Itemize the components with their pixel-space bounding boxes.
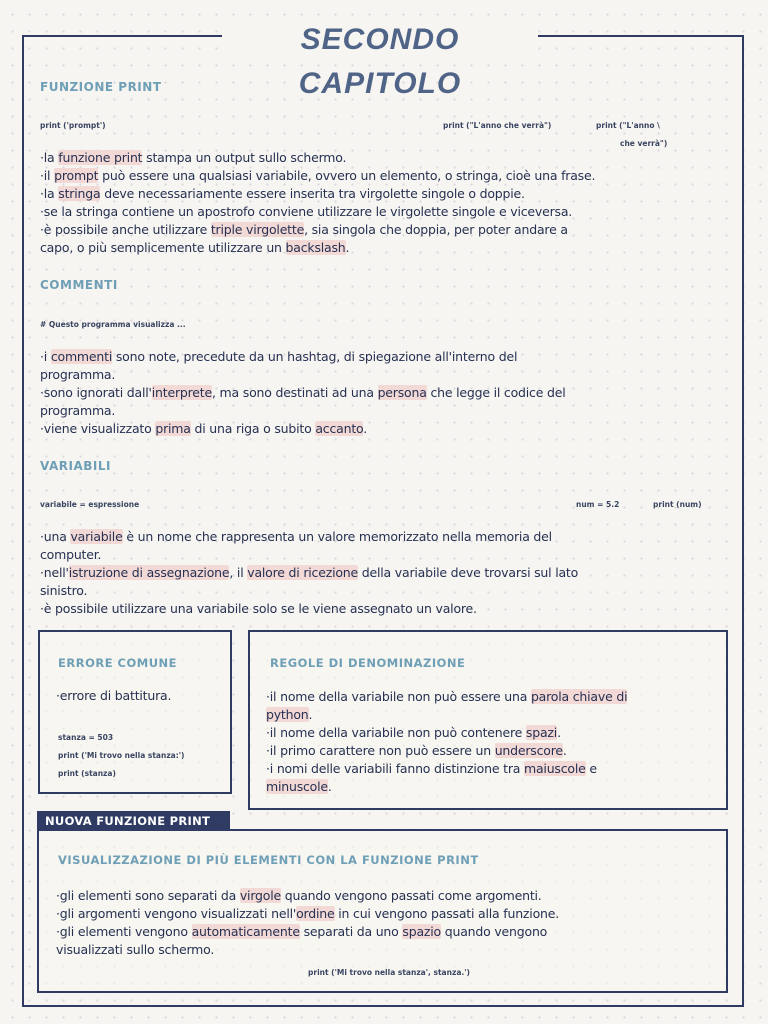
note-text: . bbox=[327, 779, 332, 794]
note-line bbox=[266, 688, 627, 706]
note-text: ·gli elementi vengono bbox=[56, 924, 192, 939]
code-print-string: print ("L'anno che verrà") bbox=[443, 121, 552, 130]
note-text: quando vengono bbox=[440, 924, 548, 939]
highlighted-term: triple virgolette bbox=[210, 222, 305, 237]
new-print-code: print ('Mi trovo nella stanza', stanza.') bbox=[308, 968, 470, 977]
highlighted-term: stringa bbox=[58, 186, 101, 201]
note-text: ·il nome della variabile non può essere una bbox=[266, 689, 531, 704]
note-text: ·il nome della variabile non può contenere bbox=[266, 725, 526, 740]
highlighted-term: parola chiave di bbox=[530, 689, 628, 704]
highlighted-term: automaticamente bbox=[191, 924, 300, 939]
highlighted-term: spazio bbox=[402, 924, 441, 939]
note-line bbox=[40, 420, 367, 438]
note-line bbox=[266, 724, 561, 742]
note-text: ·è possibile utilizzare una variabile solo se le viene assegnato un valore. bbox=[40, 601, 477, 616]
note-text: ·gli elementi sono separati da bbox=[56, 888, 240, 903]
code-print-prompt: print ('prompt') bbox=[40, 121, 106, 130]
section-heading-variables: VARIABILI bbox=[40, 459, 111, 473]
note-text: ·i nomi delle variabili fanno distinzione tra bbox=[266, 761, 524, 776]
note-line bbox=[56, 923, 547, 941]
note-text: ·gli argomenti vengono visualizzati nell' bbox=[56, 906, 297, 921]
highlighted-term: virgole bbox=[239, 888, 281, 903]
note-line bbox=[56, 887, 542, 905]
note-line bbox=[40, 239, 349, 257]
note-text: . bbox=[363, 421, 368, 436]
note-text: programma. bbox=[40, 403, 116, 418]
note-line bbox=[40, 149, 346, 167]
new-print-heading: VISUALIZZAZIONE DI PIÙ ELEMENTI CON LA FUNZIONE PRINT bbox=[58, 853, 479, 867]
note-text: è un nome che rappresenta un valore memorizzato nella memoria del bbox=[122, 529, 552, 544]
highlighted-term: underscore bbox=[494, 743, 563, 758]
note-text: quando vengono passati come argomenti. bbox=[280, 888, 542, 903]
note-line bbox=[266, 742, 567, 760]
note-line bbox=[56, 941, 214, 959]
note-text: visualizzati sullo schermo. bbox=[56, 942, 215, 957]
highlighted-term: interprete bbox=[151, 385, 212, 400]
note-text: , ma sono destinati ad una bbox=[212, 385, 378, 400]
note-text: . bbox=[345, 240, 350, 255]
note-line bbox=[40, 167, 595, 185]
note-text: programma. bbox=[40, 367, 116, 382]
note-line bbox=[40, 384, 565, 402]
highlighted-term: funzione print bbox=[58, 150, 143, 165]
note-line bbox=[40, 203, 572, 221]
note-line bbox=[40, 582, 87, 600]
highlighted-term: accanto bbox=[315, 421, 364, 436]
note-text: deve necessariamente essere inserita tra virgolette singole o doppie. bbox=[100, 186, 525, 201]
note-text: capo, o più semplicemente utilizzare un bbox=[40, 240, 286, 255]
code-num-assignment: num = 5.2 bbox=[576, 500, 620, 509]
error-box-text: ·errore di battitura. bbox=[56, 688, 172, 703]
code-print-backslash-cont: che verrà") bbox=[620, 139, 668, 148]
note-text: . bbox=[308, 707, 313, 722]
highlighted-term: istruzione di assegnazione bbox=[68, 565, 230, 580]
note-text: computer. bbox=[40, 547, 102, 562]
code-print-num: print (num) bbox=[653, 500, 702, 509]
section-heading-print: FUNZIONE PRINT bbox=[40, 80, 162, 94]
note-line bbox=[40, 185, 525, 203]
note-line bbox=[40, 402, 115, 420]
highlighted-term: python bbox=[266, 707, 309, 722]
note-text: ·sono ignorati dall' bbox=[40, 385, 152, 400]
note-text: sinistro. bbox=[40, 583, 88, 598]
error-code-line-1: stanza = 503 bbox=[58, 733, 114, 742]
highlighted-term: variabile bbox=[70, 529, 123, 544]
note-line bbox=[40, 221, 568, 239]
highlighted-term: spazi bbox=[525, 725, 558, 740]
naming-rules-heading: REGOLE DI DENOMINAZIONE bbox=[270, 656, 466, 670]
note-text: . bbox=[557, 725, 561, 740]
note-line bbox=[40, 600, 477, 618]
note-line bbox=[266, 778, 332, 796]
code-variable-assignment: variabile = espressione bbox=[40, 500, 140, 509]
error-code-line-2: print ('Mi trovo nella stanza:') bbox=[58, 751, 185, 760]
error-box-heading: ERRORE COMUNE bbox=[58, 656, 178, 670]
note-text: stampa un output sullo schermo. bbox=[142, 150, 347, 165]
note-line bbox=[266, 760, 597, 778]
note-text: ·il primo carattere non può essere un bbox=[266, 743, 495, 758]
code-comment: # Questo programma visualizza ... bbox=[40, 320, 186, 329]
note-text: che legge il codice del bbox=[426, 385, 566, 400]
note-text: ·il bbox=[40, 168, 55, 183]
note-text: può essere una qualsiasi variabile, ovvero un elemento, o stringa, cioè una frase. bbox=[98, 168, 596, 183]
note-text: , sia singola che doppia, per poter andare a bbox=[304, 222, 568, 237]
note-text: della variabile deve trovarsi sul lato bbox=[358, 565, 579, 580]
note-text: ·nell' bbox=[40, 565, 69, 580]
note-line bbox=[266, 706, 312, 724]
code-print-backslash: print ("L'anno \ bbox=[596, 121, 660, 130]
note-text: e bbox=[585, 761, 597, 776]
highlighted-term: prompt bbox=[54, 168, 99, 183]
note-text: ·è possibile anche utilizzare bbox=[40, 222, 211, 237]
note-line bbox=[56, 905, 559, 923]
note-text: ·se la stringa contiene un apostrofo conviene utilizzare le virgolette singole e viceversa. bbox=[40, 204, 573, 219]
highlighted-term: ordine bbox=[296, 906, 335, 921]
highlighted-term: prima bbox=[155, 421, 191, 436]
note-text: sono note, precedute da un hashtag, di spiegazione all'interno del bbox=[112, 349, 518, 364]
note-text: in cui vengono passati alla funzione. bbox=[334, 906, 559, 921]
note-text: di una riga o subito bbox=[190, 421, 316, 436]
error-code-line-3: print (stanza) bbox=[58, 769, 116, 778]
note-text: ·una bbox=[40, 529, 71, 544]
note-line bbox=[40, 564, 578, 582]
note-text: ·la bbox=[40, 186, 59, 201]
note-text: ·la bbox=[40, 150, 59, 165]
note-line bbox=[40, 348, 517, 366]
highlighted-term: commenti bbox=[50, 349, 113, 364]
highlighted-term: backslash bbox=[285, 240, 346, 255]
note-line bbox=[40, 528, 552, 546]
note-text: ·i bbox=[40, 349, 51, 364]
highlighted-term: maiuscole bbox=[524, 761, 586, 776]
note-line bbox=[40, 366, 115, 384]
highlighted-term: minuscole bbox=[266, 779, 328, 794]
note-text: , il bbox=[229, 565, 248, 580]
page-title: SECONDO CAPITOLO bbox=[222, 18, 538, 62]
new-print-tab: NUOVA FUNZIONE PRINT bbox=[37, 811, 230, 831]
note-text: . bbox=[562, 743, 567, 758]
note-text: separati da uno bbox=[299, 924, 403, 939]
note-text: ·viene visualizzato bbox=[40, 421, 156, 436]
note-line bbox=[40, 546, 101, 564]
section-heading-comments: COMMENTI bbox=[40, 278, 118, 292]
highlighted-term: persona bbox=[377, 385, 427, 400]
highlighted-term: valore di ricezione bbox=[247, 565, 359, 580]
